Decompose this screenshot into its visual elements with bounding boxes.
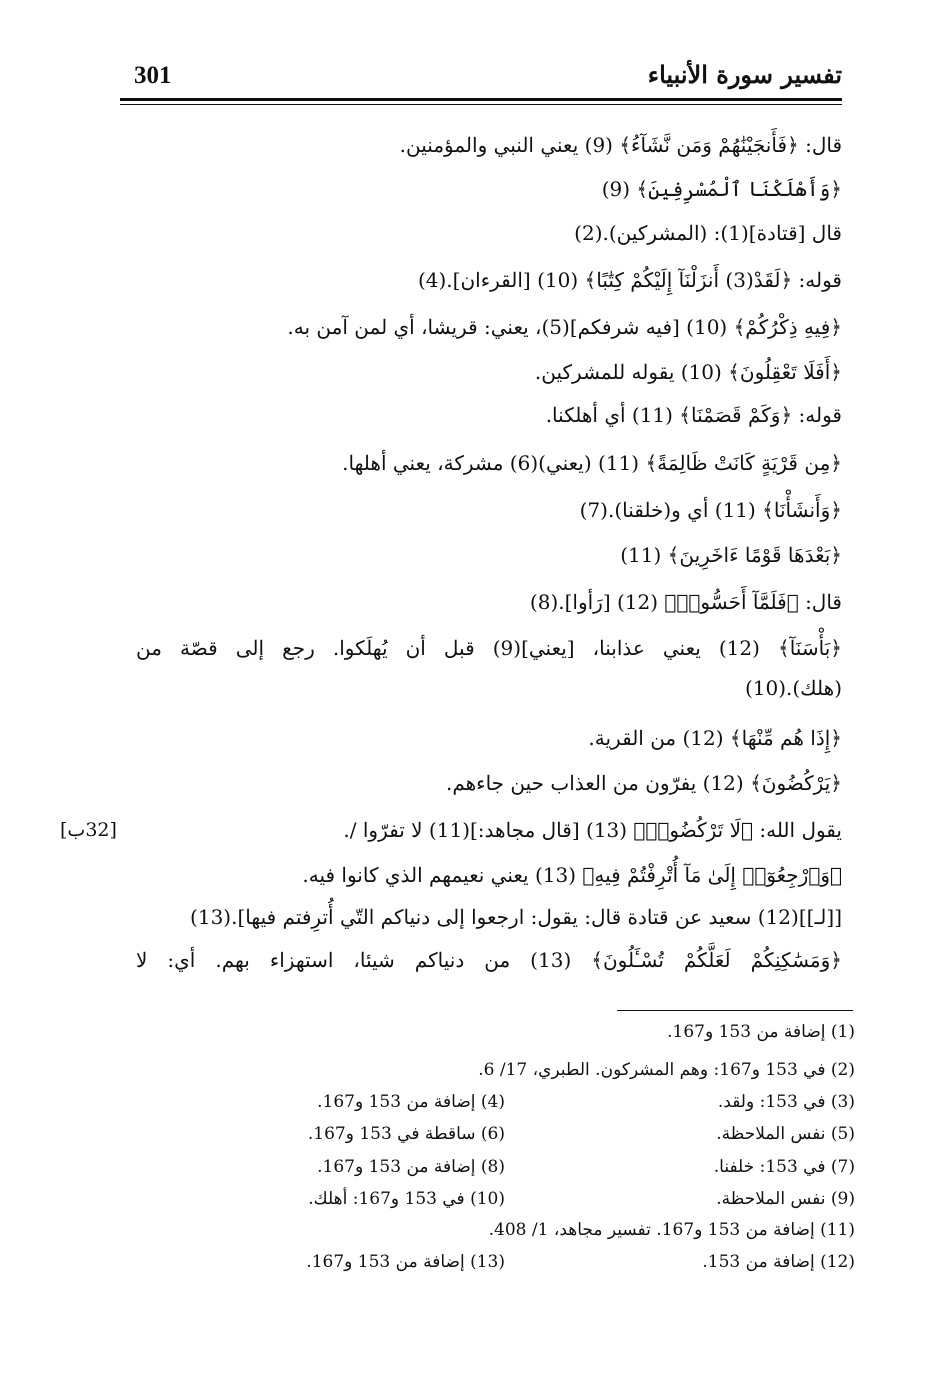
text-line: ﴿بَأْسَنَآ﴾ (12) يعني عذابنا، [يعني](9) قبل أن يُهلَكوا. رجع إلى قصّة من (136, 636, 842, 660)
text-line: قال [قتادة](1): (المشركين).(2) (574, 221, 842, 245)
text-line: يقول الله: ﴿لَا تَرْكُضُوا۟﴾ (13) [قال مجاهد:](11) لا تفرّوا /. (343, 818, 842, 842)
text-line: ﴿يَرْكُضُونَ﴾ (12) يفرّون من العذاب حين جاءهم. (445, 771, 842, 795)
header-rule-thick (120, 98, 842, 101)
text-line: ﴿بَعْدَهَا قَوْمًا ءَاخَرِينَ﴾ (11) (620, 543, 842, 567)
footnote: (7) في 153: خلفنا. (713, 1157, 855, 1177)
footnote-separator (617, 1010, 853, 1011)
footnote: (8) إضافة من 153 و167. (317, 1157, 505, 1177)
footnote: (6) ساقطة في 153 و167. (307, 1124, 505, 1144)
text-line: قوله: ﴿لَقَدْ(3) أَنزَلْنَآ إِلَيْكُمْ كِتَٰبًا﴾ (10) [القرءان].(4) (417, 268, 842, 292)
page-header (120, 58, 842, 98)
footnote: (2) في 153 و167: وهم المشركون. الطبري، 17/ 6. (478, 1060, 855, 1080)
footnote: (13) إضافة من 153 و167. (306, 1252, 505, 1272)
footnote: (3) في 153: ولقد. (717, 1092, 855, 1112)
text-line: قوله: ﴿وَكَمْ قَصَمْنَا﴾ (11) أي أهلكنا. (545, 403, 842, 427)
footnote: (1) إضافة من 153 و167. (667, 1022, 855, 1042)
text-line: [[لـ]](12) سعيد عن قتادة قال: يقول: ارجعوا إلى دنياكم التّي أُترِفتم فيها].(13) (190, 905, 842, 929)
text-line: ﴿أَفَلَا تَعْقِلُونَ﴾ (10) يقوله للمشركين. (534, 360, 842, 384)
footnote: (5) نفس الملاحظة. (716, 1124, 855, 1144)
text-line: (هلك).(10) (744, 676, 842, 700)
text-line: ﴿وَأَهْلَكْنَا ٱلْمُسْرِفِينَ﴾ (9) (601, 177, 842, 201)
footnote: (10) في 153 و167: أهلك. (308, 1189, 505, 1209)
header-rule-thin (120, 104, 842, 105)
footnote: (4) إضافة من 153 و167. (317, 1092, 505, 1112)
text-line: ﴿وَٱرْجِعُوٓا۟ إِلَىٰ مَآ أُتْرِفْتُمْ فِيهِ﴾ (13) يعني نعيمهم الذي كانوا فيه. (302, 863, 842, 887)
text-line: قال: ﴿فَلَمَّآ أَحَسُّوا۟﴾ (12) [رَأوا].(8) (529, 590, 842, 614)
text-line: ﴿مِن قَرْيَةٍ كَانَتْ ظَالِمَةً﴾ (11) (يعني)(6) مشركة، يعني أهلها. (342, 451, 842, 475)
footnote: (11) إضافة من 153 و167. تفسير مجاهد، 1/ 408. (488, 1220, 855, 1240)
text-line: قال: ﴿فَأَنجَيْنَٰهُمْ وَمَن نَّشَآءُ﴾ (9) يعني النبي والمؤمنين. (399, 133, 842, 157)
text-line: ﴿وَأَنشَأْنَا﴾ (11) أي و(خلقنا).(7) (579, 498, 842, 522)
running-title: تفسير سورة الأنبياء (647, 60, 842, 89)
text-line: ﴿إِذَا هُم مِّنْهَا﴾ (12) من القرية. (588, 726, 842, 750)
footnote: (12) إضافة من 153. (702, 1252, 855, 1272)
text-line: ﴿فِيهِ ذِكْرُكُمْ﴾ (10) [فيه شرفكم](5)، يعني: قريشا، أي لمن آمن به. (287, 315, 842, 339)
footnote: (9) نفس الملاحظة. (716, 1189, 855, 1209)
page-number: 301 (134, 62, 172, 89)
text-line: ﴿وَمَسَٰكِنِكُمْ لَعَلَّكُمْ تُسْـَٔلُونَ﴾ (13) من دنياكم شيئا، استهزاء بهم. أي: لا (136, 948, 842, 972)
manuscript-folio-marker: [32ب] (60, 819, 117, 841)
